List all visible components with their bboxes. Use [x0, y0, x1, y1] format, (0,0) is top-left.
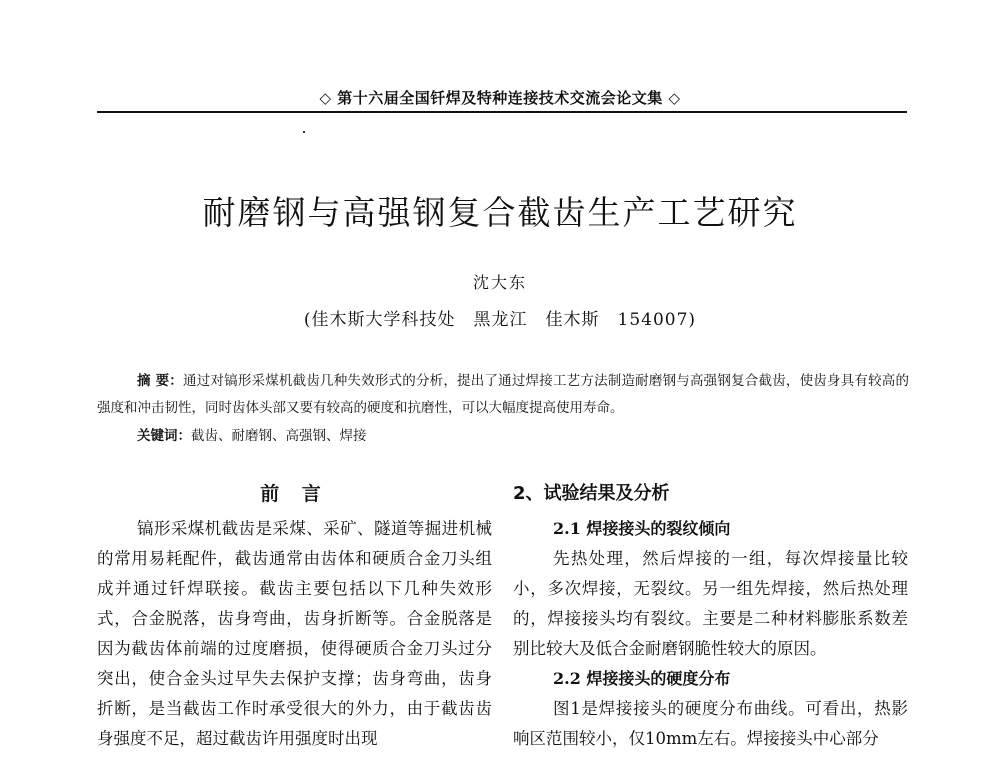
subsection-title-hardness: 2.2 焊接接头的硬度分布	[553, 669, 731, 688]
abstract-label: 摘 要：	[137, 373, 184, 389]
keywords-block	[137, 423, 897, 450]
section-title-preface: 前 言	[260, 483, 329, 505]
keywords-label: 关键词：	[137, 428, 191, 444]
subsection-title-crack: 2.1 焊接接头的裂纹倾向	[553, 519, 731, 538]
crack-paragraph: 先热处理，然后焊接的一组，每次焊接量比较小，多次焊接，无裂纹。另一组先焊接，然后热处理的，焊接接头均有裂纹。主要是二种材料膨胀系数差别比较大及低合金耐磨钢脆性较大的原因。	[513, 549, 908, 658]
author-affiliation: (佳木斯大学科技处 黑龙江 佳木斯 154007)	[303, 310, 697, 330]
left-column	[97, 470, 492, 754]
keywords-text: 截齿、耐磨钢、高强钢、焊接	[191, 428, 367, 444]
abstract-text: 通过对镐形采煤机截齿几种失效形式的分析，提出了通过焊接工艺方法制造耐磨钢与高强钢复合截齿，使齿身具有较高的强度和冲击韧性，同时齿体头部又要有较高的硬度和抗磨性，可以大幅度提高使用寿命。	[97, 373, 910, 416]
paper-title: 耐磨钢与高强钢复合截齿生产工艺研究	[202, 193, 798, 232]
running-header: ◇ 第十六届全国钎焊及特种连接技术交流会论文集 ◇	[319, 89, 681, 107]
abstract-block	[97, 368, 909, 422]
stray-dot	[303, 131, 305, 133]
section-title-results: 2、试验结果及分析	[513, 483, 670, 504]
hardness-paragraph: 图1是焊接接头的硬度分布曲线。可看出，热影响区范围较小，仅10mm左右。焊接接头中心部分	[513, 699, 908, 748]
right-column	[513, 470, 908, 754]
preface-paragraph: 镐形采煤机截齿是采煤、采矿、隧道等掘进机械的常用易耗配件，截齿通常由齿体和硬质合金刀头组成并通过钎焊联接。截齿主要包括以下几种失效形式，合金脱落，齿身弯曲，齿身折断等。合金脱落是因为截齿体前端的过度磨损，使得硬质合金刀头过分突出，使合金头过早失去保护支撑；齿身弯曲，齿身折断，是当截齿工作时承受很大的外力，由于截齿齿身强度不足，超过截齿许用强度时出现	[97, 519, 492, 748]
author-name: 沈大东	[472, 273, 527, 292]
header-rule	[97, 111, 907, 113]
